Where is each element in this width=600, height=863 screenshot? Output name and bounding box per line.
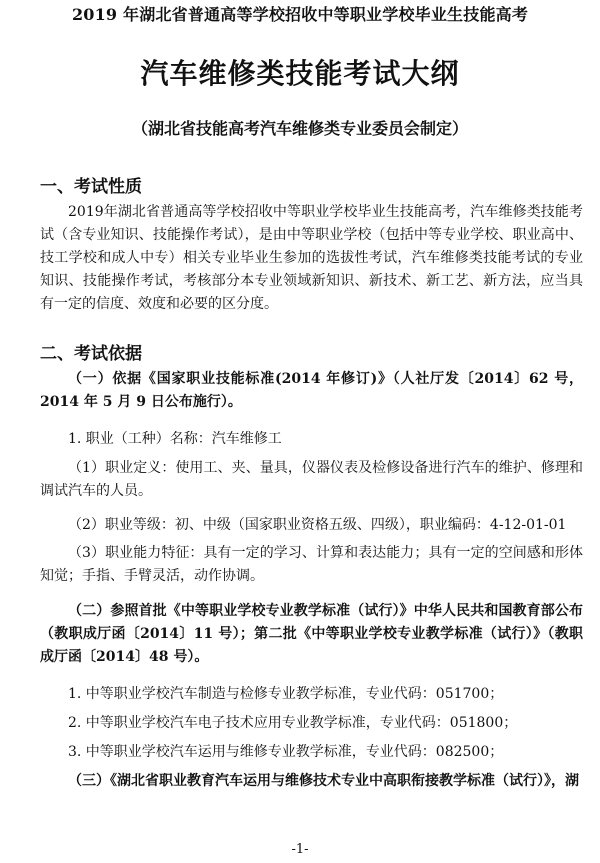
- standard-item-2: 2. 中等职业学校汽车电子技术应用专业教学标准，专业代码：051800；: [68, 715, 518, 731]
- exam-nature-paragraph: 2019年湖北省普通高等学校招收中等职业学校毕业生技能高考，汽车维修类技能考试（含专业知识、技能操作考试），是由中等职业学校（包括中等专业学校、职业高中、技工学校和成人中专）相关专业毕业生参加的选拔性考试，汽车维修类技能考试的专业知识、技能操作考试，考核部分本专业领域新知识、新技术、新工艺、新方法，应当具有一定的信度、效度和必要的区分度。: [40, 204, 583, 312]
- document-top-title: 2019 年湖北省普通高等学校招收中等职业学校毕业生技能高考: [71, 5, 529, 24]
- occupation-name-line: 1. 职业（工种）名称：汽车维修工: [68, 431, 282, 447]
- section-heading-exam-nature: 一、考试性质: [40, 177, 142, 197]
- document-main-title: 汽车维修类技能考试大纲: [140, 57, 460, 90]
- document-subtitle: （湖北省技能高考汽车维修类专业委员会制定）: [131, 119, 468, 138]
- standard-item-1: 1. 中等职业学校汽车制造与检修专业教学标准，专业代码：051700；: [68, 686, 504, 702]
- standard-item-3: 3. 中等职业学校汽车运用与维修专业教学标准，专业代码：082500；: [68, 744, 504, 760]
- basis-item-2: （二）参照首批《中等职业学校专业教学标准（试行）》中华人民共和国教育部公布（教职成厅函〔2014〕11 号）；第二批《中等职业学校专业教学标准（试行）》（教职成厅函〔2014〕48 号）。: [40, 603, 583, 665]
- section-heading-exam-basis: 二、考试依据: [40, 344, 142, 364]
- page-number: -1-: [291, 842, 309, 857]
- occupation-level: （2）职业等级：初、中级（国家职业资格五级、四级），职业编码：4-12-01-01: [68, 517, 567, 533]
- basis-item-1: （一）依据《国家职业技能标准(2014 年修订)》（人社厅发〔2014〕62 号，2014 年 5 月 9 日公布施行）。: [40, 371, 583, 410]
- basis-item-3: （三）《湖北省职业教育汽车运用与维修技术专业中高职衔接教学标准（试行）》，湖: [68, 773, 579, 789]
- occupation-ability: （3）职业能力特征：具有一定的学习、计算和表达能力；具有一定的空间感和形体知觉；手指、手臂灵活，动作协调。: [40, 545, 583, 584]
- occupation-definition: （1）职业定义：使用工、夹、量具，仪器仪表及检修设备进行汽车的维护、修理和调试汽车的人员。: [40, 460, 583, 499]
